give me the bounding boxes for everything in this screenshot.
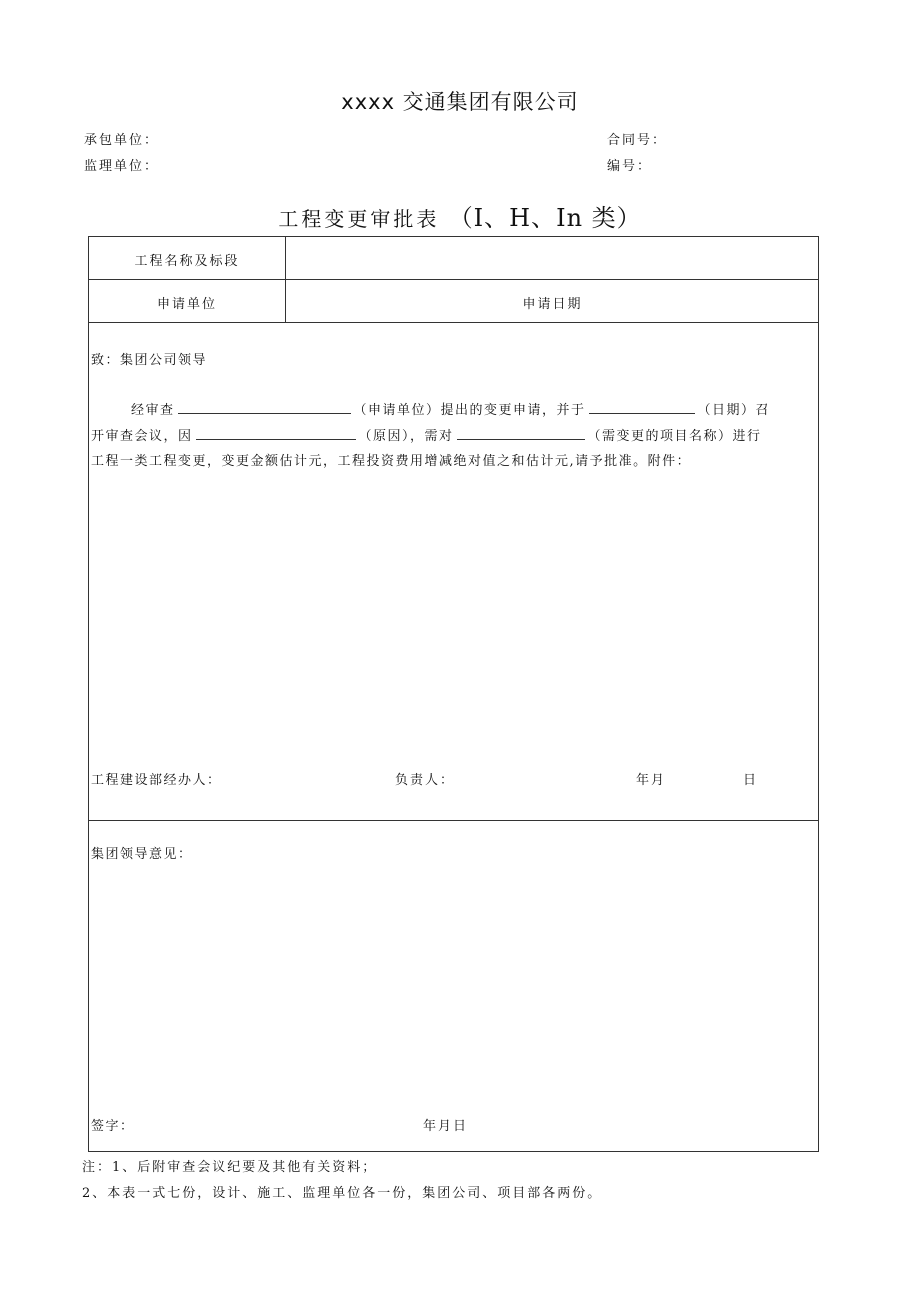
- project-name-label: 工程名称及标段: [134, 254, 240, 269]
- responsible-label: 负责人：: [395, 773, 456, 788]
- leader-opinion-label: 集团领导意见：: [91, 847, 193, 862]
- sign-date-label: 年月日: [423, 1119, 469, 1134]
- note-1: 注：1、后附审查会议纪要及其他有关资料；: [82, 1160, 378, 1175]
- day-label: 日: [743, 773, 759, 788]
- row-divider: [89, 820, 818, 821]
- body-line-2: [91, 425, 762, 444]
- body-p2-prefix: 开审查会议，因: [91, 429, 193, 444]
- applicant-label: 申请单位: [156, 297, 217, 312]
- year-month-label: 年月: [636, 773, 667, 788]
- note-2: 2、本表一式七份，设计、施工、监理单位各一份，集团公司、项目部各两份。: [82, 1186, 603, 1201]
- company-name: xxxx 交通集团有限公司: [341, 90, 579, 114]
- contract-no-label: 合同号：: [607, 133, 668, 148]
- reason-blank: [196, 425, 356, 440]
- signature-label: 签字：: [91, 1119, 135, 1134]
- applicant-blank: [178, 399, 351, 414]
- form-title-text: 工程变更审批表: [278, 207, 440, 231]
- body-p2-item-hint: （需变更的项目名称）进行: [587, 429, 762, 444]
- apply-date-label: 申请日期: [522, 297, 583, 312]
- body-p1-date-hint: （日期）召: [697, 403, 771, 418]
- body-p1-prefix: 经审查: [131, 403, 175, 418]
- form-class-label: （I、H、In 类）: [448, 204, 642, 232]
- body-p1-applicant-hint: （申请单位）提出的变更申请，并于: [353, 403, 586, 418]
- contractor-label: 承包单位：: [84, 133, 160, 148]
- handler-label: 工程建设部经办人：: [91, 773, 222, 788]
- serial-no-label: 编号：: [607, 159, 653, 174]
- row-divider: [89, 279, 818, 280]
- body-line-1: [131, 399, 770, 418]
- row-divider: [89, 322, 818, 323]
- body-line-3: 工程一类工程变更，变更金额估计元，工程投资费用增减绝对值之和估计元,请予批准。附件：: [91, 454, 692, 469]
- approval-table: [88, 236, 819, 1152]
- addressee: 致：集团公司领导: [91, 353, 208, 368]
- item-blank: [457, 425, 585, 440]
- body-p2-reason-hint: （原因），需对: [358, 429, 454, 444]
- date-blank: [589, 399, 695, 414]
- supervisor-label: 监理单位：: [84, 159, 160, 174]
- form-title: [0, 198, 920, 233]
